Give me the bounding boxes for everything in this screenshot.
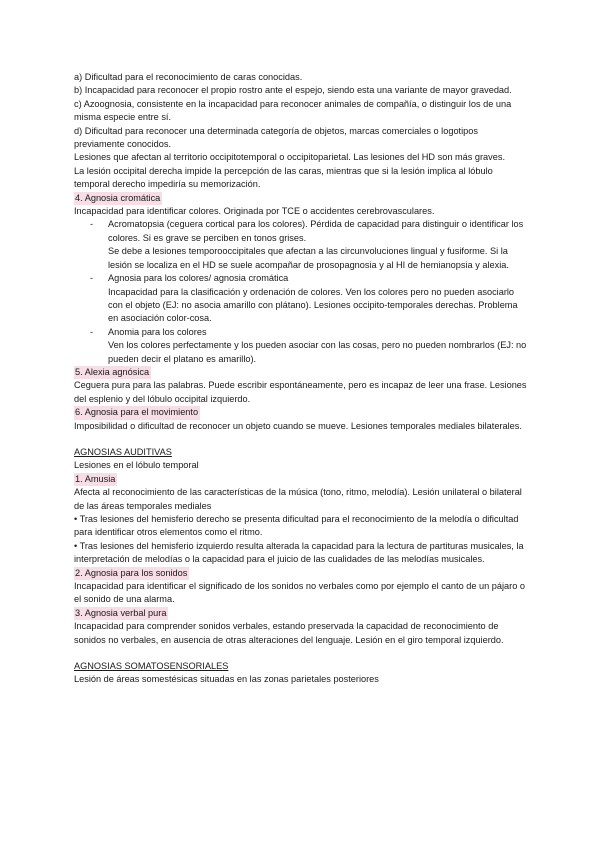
spacer <box>74 647 529 660</box>
auditivas-subtitle: Lesiones en el lóbulo temporal <box>74 460 199 471</box>
list-item <box>88 218 529 272</box>
amusia-bullet-1: • Tras lesiones del hemisferio derecho se presenta dificultad para el reconocimiento de la melodía o dificultad para identificar otros elementos como el ritmo. <box>74 514 519 538</box>
section-4-heading <box>74 192 529 205</box>
intro-item-b: b) Incapacidad para reconocer el propio rostro ante el espejo, siendo esta una variante de mayor gravedad. <box>74 85 512 96</box>
list-item-head: - Acromatopsia (ceguera cortical para los colores). Pérdida de capacidad para distinguir o identificar los colores. Si es grave se perciben en tonos grises. <box>108 219 524 243</box>
list-item <box>88 326 529 366</box>
section-4-text: Incapacidad para identificar colores. Originada por TCE o accidentes cerebrovasculares. <box>74 206 435 217</box>
list-item-head: - Anomia para los colores <box>108 326 207 337</box>
verbal-heading <box>74 607 529 620</box>
list-item-body: Incapacidad para la clasificación y ordenación de colores. Ven los colores pero no pueden asociarlo con el objeto (EJ: no asocia amarillo con plátano). Lesiones occipito-temporales derechas. Problema en asociación color-cosa. <box>108 286 518 324</box>
section-6-heading <box>74 406 529 419</box>
intro-item-a: a) Dificultad para el reconocimiento de caras conocidas. <box>74 72 303 82</box>
sonidos-heading <box>74 567 529 580</box>
amusia-text: Afecta al reconocimiento de las características de la música (tono, ritmo, melodía). Lesión unilateral o bilateral de las áreas temporales mediales <box>74 487 522 511</box>
section-5-heading <box>74 366 529 379</box>
section-6-title: 6. Agnosia para el movimiento <box>74 406 200 419</box>
somato-heading: AGNOSIAS SOMATOSENSORIALES <box>74 661 229 672</box>
amusia-title: 1. Amusia <box>74 473 117 486</box>
section-5-title: 5. Alexia agnósica <box>74 366 151 379</box>
document-page <box>74 71 529 687</box>
verbal-text: Incapacidad para comprender sonidos verbales, estando preservada la capacidad de reconocimiento de sonidos no verbales, en ausencia de otras alteraciones del lenguaje. Lesión en el giro temporal izquierdo. <box>74 621 504 645</box>
section-5-text: Ceguera pura para las palabras. Puede escribir espontáneamente, pero es incapaz de leer una frase. Lesiones del esplenio y del lóbulo occipital izquierdo. <box>74 380 527 404</box>
list-item-body: Ven los colores perfectamente y los pueden asociar con las cosas, pero no pueden nombrarlos (EJ: no pueden decir el platano es amarillo). <box>108 340 527 364</box>
spacer <box>74 433 529 446</box>
amusia-heading <box>74 473 529 486</box>
section-4-list <box>74 218 529 365</box>
intro-item-c: c) Azoognosia, consistente en la incapacidad para reconocer animales de compañía, o distinguir los de una misma especie entre sí. <box>74 98 512 123</box>
amusia-bullet-2: • Tras lesiones del hemisferio izquierdo resulta alterada la capacidad para la lectura de partituras musicales, la interpretación de melodías o la capacidad para el juicio de las cualidades de las melodías musicales. <box>74 540 524 565</box>
intro-paragraph-2: La lesión occipital derecha impide la percepción de las caras, mientras que si la lesión implica al lóbulo temporal derecho impediría su memorización. <box>74 165 493 190</box>
intro-item-d: d) Dificultad para reconocer una determinada categoría de objetos, marcas comerciales o logotipos previamente conocidos. <box>74 125 478 150</box>
section-6-text: Imposibilidad o dificultad de reconocer un objeto cuando se mueve. Lesiones temporales mediales bilaterales. <box>74 420 522 431</box>
auditivas-heading: AGNOSIAS AUDITIVAS <box>74 446 172 457</box>
somato-subtitle: Lesión de áreas somestésicas situadas en las zonas parietales posteriores <box>74 674 379 685</box>
section-4-title: 4. Agnosia cromática <box>74 192 162 205</box>
sonidos-title: 2. Agnosia para los sonidos <box>74 567 189 580</box>
list-item-body: Se debe a lesiones temporooccipitales que afectan a las circunvoluciones lingual y fusiforme. Si la lesión se localiza en el HD se suele acompañar de prosopagnosia y al HI de hemianopsia y alexia. <box>108 246 509 270</box>
intro-paragraph-1: Lesiones que afectan al territorio occipitotemporal o occipitoparietal. Las lesiones del HD son más graves. <box>74 152 506 163</box>
list-item <box>88 272 529 326</box>
sonidos-text: Incapacidad para identificar el significado de los sonidos no verbales como por ejemplo el canto de un pájaro o el sonido de una alarma. <box>74 581 525 605</box>
verbal-title: 3. Agnosia verbal pura <box>74 607 168 620</box>
list-item-head: - Agnosia para los colores/ agnosia cromática <box>108 273 289 284</box>
